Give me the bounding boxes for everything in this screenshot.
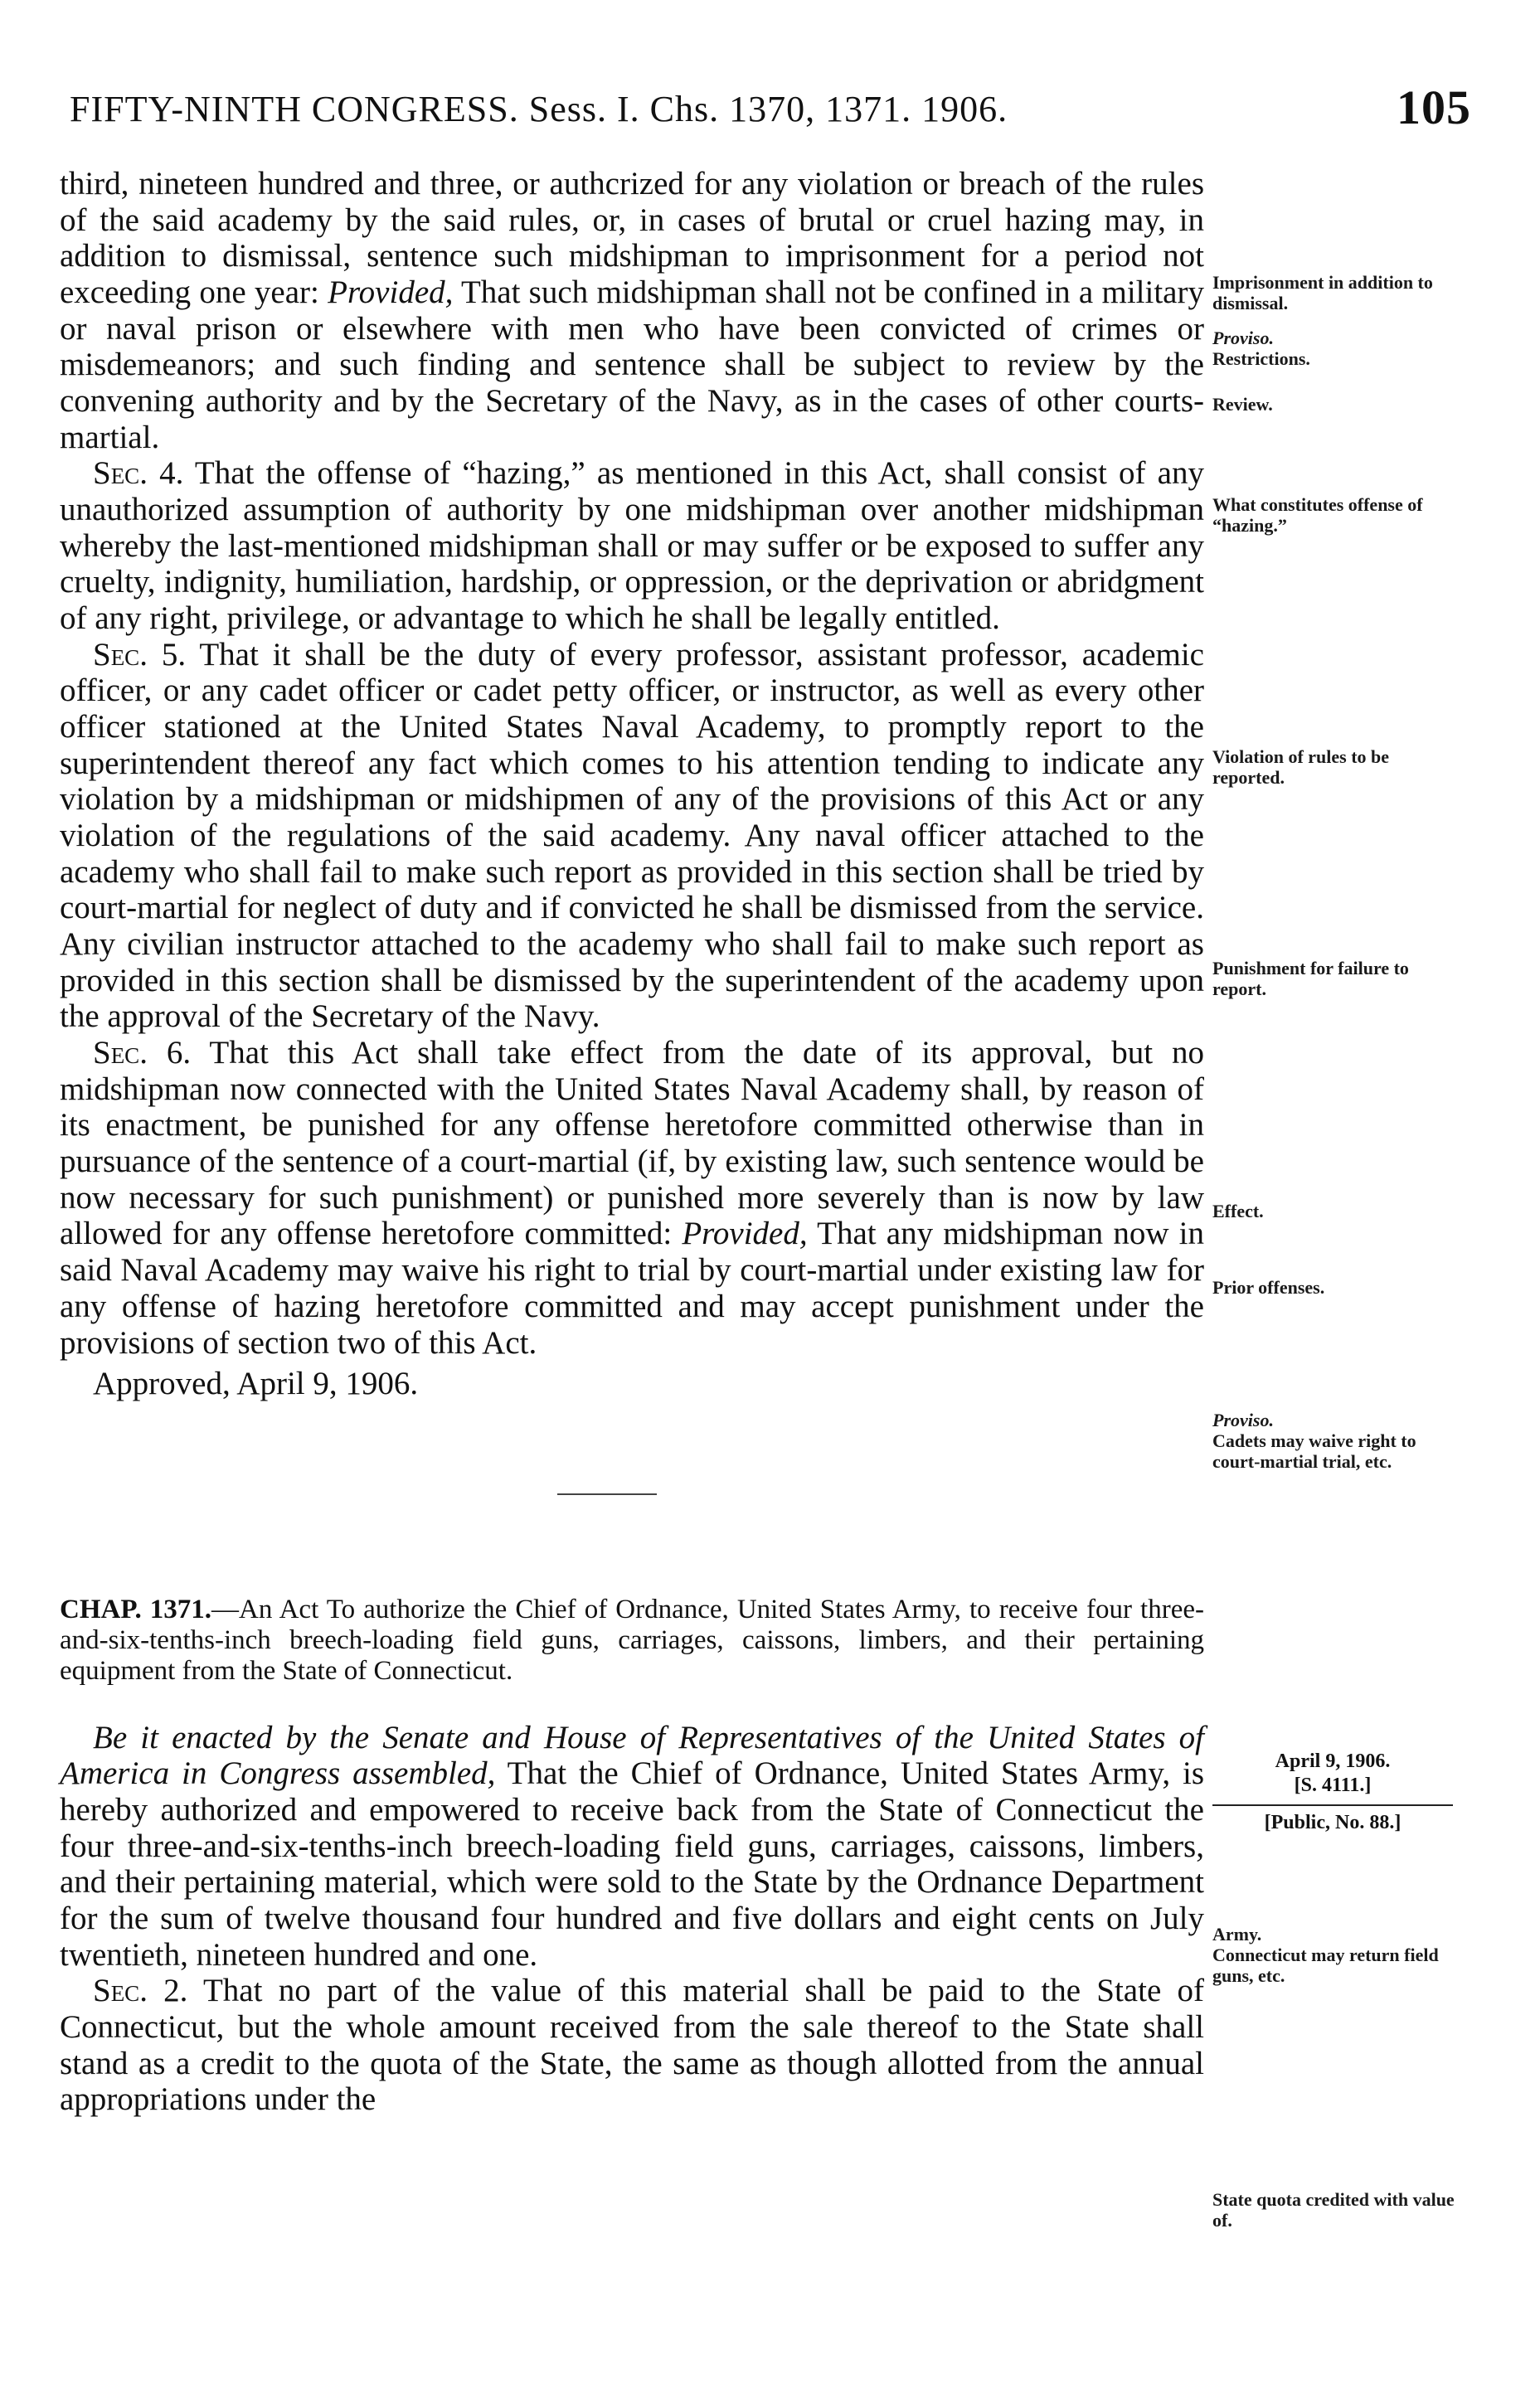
margin-note-imprisonment: Imprisonment in addition to dismissal.: [1212, 272, 1433, 314]
section-label: Sec. 4.: [93, 455, 184, 492]
proviso-text: That any midshipman now in said Naval Academy may waive his right to trial by court-martial under existing law for any offense of hazing heretofore committed and may accept punishment under the provisions of section two of this Act.: [60, 1216, 1205, 1361]
margin-note-connecticut: Connecticut may return field guns, etc.: [1212, 1945, 1439, 1987]
section-4: [60, 455, 1204, 636]
paragraph-text: third, nineteen hundred and three, or authcrized for any violation or breach of the rules of the said academy by the said rules, or, in cases of brutal or cruel hazing may, in addition to dismissal, sentence such midshipman to imprisonment for a period not exceeding one year:: [60, 166, 1204, 311]
section-text: That no part of the value of this material shall be paid to the State of Connecticut, but the whole amount received from the sale thereof to the State shall stand as a credit to the quota of the State, the same as though allotted from the annual appropriations under the: [60, 1973, 1204, 2118]
chapter-section-2: [60, 1973, 1204, 2118]
section-text: That this Act shall take effect from the date of its approval, but no midshipman now connected with the United States Naval Academy shall, by reason of its enactment, be punished for any offense heretofore committed otherwise than in pursuance of the sentence of a court-martial (if, by existing law, such sentence would be now necessary for such punishment) or punished more severely than is now by law allowed for any offense heretofore committed:: [60, 1035, 1205, 1252]
section-label: Sec. 6.: [93, 1035, 192, 1071]
section-text: That the Chief of Ordnance, United States Army, is hereby authorized and empowered to receive back from the State of Connecticut the four three-and-six-tenths-inch breech-loading field guns, carriages, caissons, limbers, and their pertaining material, which were sold to the State by the Ordnance Department for the sum of twelve thousand four hundred and five dollars and eight cents on July twentieth, nineteen hundred and one.: [60, 1755, 1205, 1973]
margin-note-prior-offenses: Prior offenses.: [1212, 1277, 1325, 1298]
public-law-number: [Public, No. 88.]: [1264, 1811, 1402, 1833]
margin-note-proviso: Proviso.: [1212, 328, 1274, 348]
section-text: That the offense of “hazing,” as mentioned in this Act, shall consist of any unauthorized assumption of authority by one midshipman over another midshipman whereby the last-mentioned midshipman shall or may suffer or be exposed to suffer any cruelty, indignity, humiliation, hardship, or oppression, or the deprivation or abridgment of any right, privilege, or advantage to which he shall be legally entitled.: [60, 455, 1204, 637]
section-label: Sec. 2.: [93, 1973, 188, 2009]
margin-note-hazing: What constitutes offense of “hazing.”: [1212, 494, 1423, 537]
main-text-column: [60, 166, 1204, 2118]
proviso-text: That such midshipman shall not be confined in a military or naval prison or elsewhere with men who have been convicted of crimes or misdemeanors; and such finding and sentence shall be subject to review by the convening authority and by the Secretary of the Navy, as in the cases of other courts-martial.: [60, 274, 1204, 455]
chapter-section-1: [60, 1720, 1204, 1974]
proviso-label: Provided,: [328, 274, 454, 311]
section-6: [60, 1035, 1204, 1361]
approved-line: Approved, April 9, 1906.: [93, 1366, 419, 1402]
page-header: [70, 80, 1471, 138]
meta-rule: [1212, 1804, 1453, 1806]
proviso-label: Provided,: [682, 1216, 808, 1252]
section-divider: [557, 1493, 657, 1495]
paragraph-hazing-sentence: [60, 166, 1204, 455]
margin-note-punishment: Punishment for failure to report.: [1212, 958, 1409, 1000]
margin-note-cadets: Cadets may waive right to court-martial trial, etc.: [1212, 1430, 1416, 1473]
margin-note-review: Review.: [1212, 394, 1273, 415]
running-head: FIFTY-NINTH CONGRESS. Sess. I. Chs. 1370, 1371. 1906.: [70, 89, 1008, 129]
section-5: [60, 637, 1204, 1035]
enacting-clause: Be it enacted by the Senate and House of Representatives of the United States of America in Congress assembled,: [60, 1719, 1204, 1792]
chapter-meta: [1212, 1750, 1453, 1834]
section-label: Sec. 5.: [93, 636, 187, 672]
section-text: That it shall be the duty of every professor, assistant professor, academic officer, or any cadet officer or cadet petty officer, or instructor, as well as every other officer stationed at the United States Naval Academy, to promptly report to the superintendent thereof any fact which comes to his attention tending to indicate any violation by a midshipman or midshipmen of any of the provisions of this Act or any violation of the regulations of the said academy. Any naval officer attached to the academy who shall fail to make such report as provided in this section shall be tried by court-martial for neglect of duty and if convicted he shall be dismissed from the service. Any civilian instructor attached to the academy who shall fail to make such report as provided in this section shall be dismissed by the superintendent of the academy upon the approval of the Secretary of the Navy.: [60, 636, 1204, 1035]
margin-note-restrictions: Restrictions.: [1212, 348, 1310, 369]
bill-number: [S. 4111.]: [1294, 1774, 1372, 1796]
margin-note-quota: State quota credited with value of.: [1212, 2189, 1455, 2231]
chapter-title: —An Act To authorize the Chief of Ordnance, United States Army, to receive four three-and-six-tenths-inch breech-loading field guns, carriages, caissons, limbers, and their pertaining equipment from the State of Connecticut.: [60, 1594, 1204, 1686]
margin-note-proviso: Proviso.: [1212, 1410, 1274, 1430]
chapter-label: CHAP. 1371.: [60, 1594, 212, 1624]
page-number: 105: [1397, 80, 1471, 134]
margin-note-violation: Violation of rules to be reported.: [1212, 746, 1390, 789]
margin-note-army: Army.: [1212, 1924, 1262, 1945]
chapter-heading: [60, 1595, 1204, 1687]
margin-note-effect: Effect.: [1212, 1201, 1264, 1221]
chapter-date: April 9, 1906.: [1275, 1750, 1391, 1772]
